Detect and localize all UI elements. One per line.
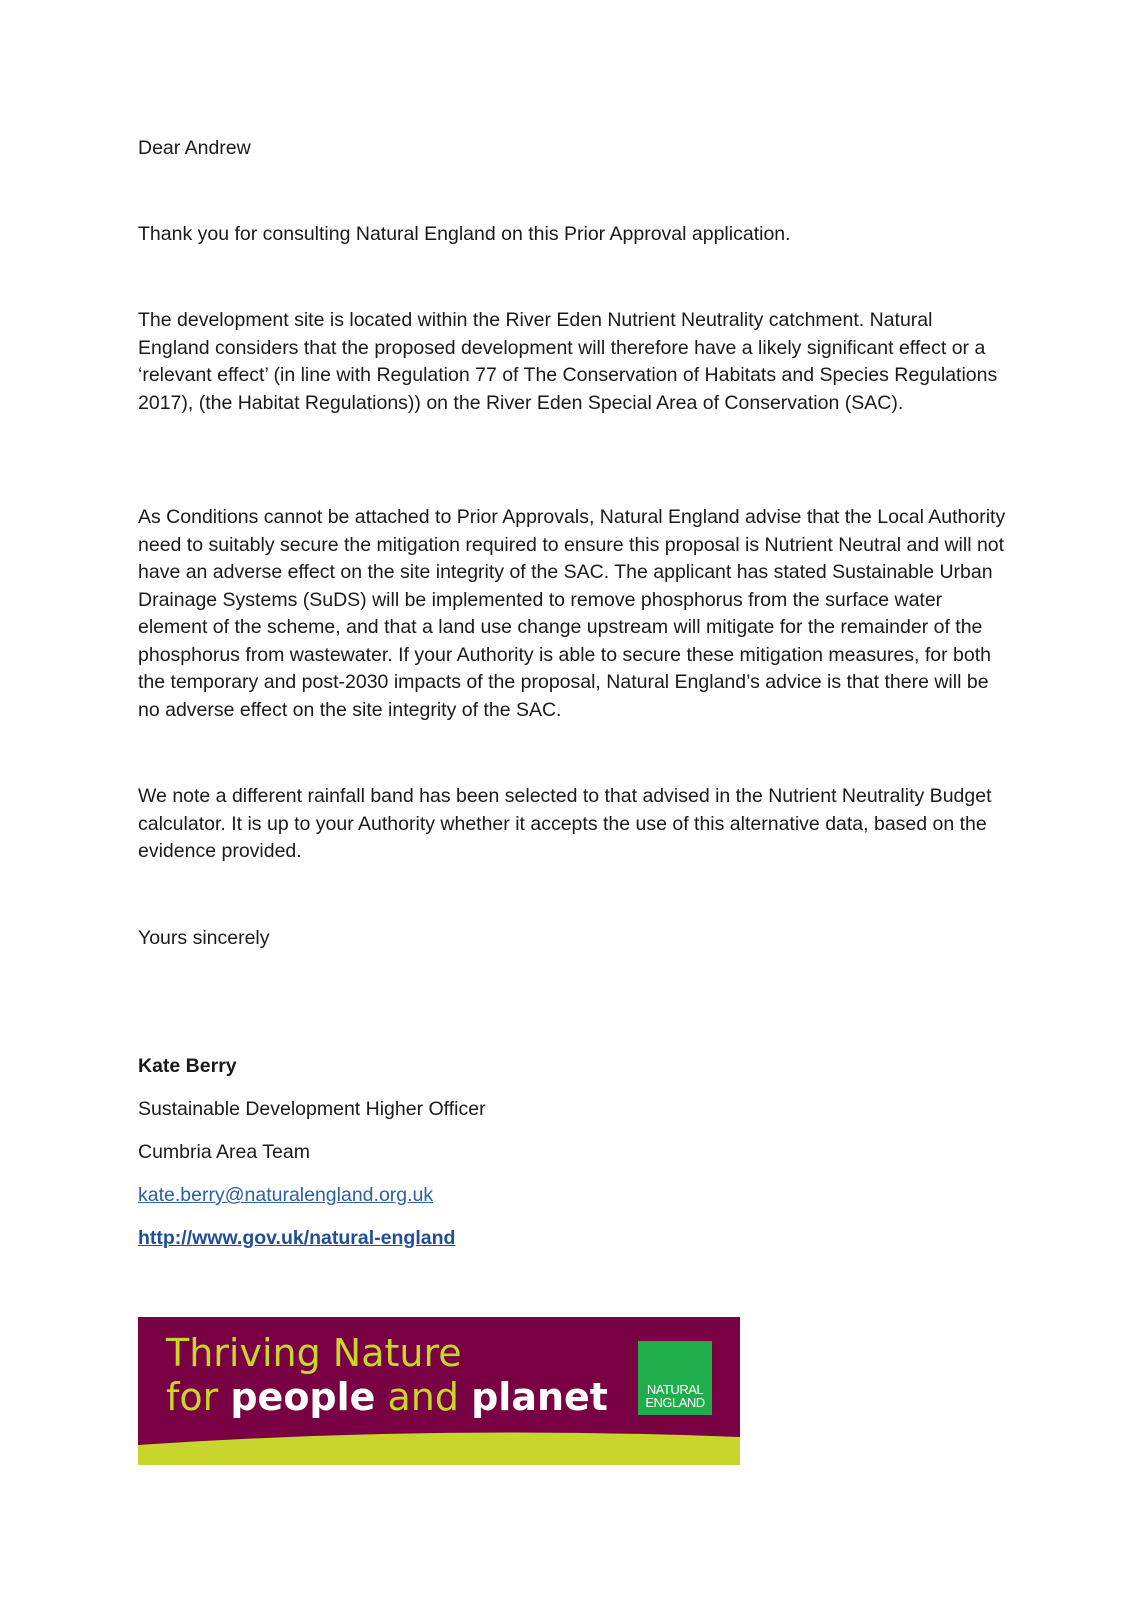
signatory-role: Sustainable Development Higher Officer [138,1098,486,1120]
paragraph-mitigation: As Conditions cannot be attached to Prior Approvals, Natural England advise that the Local Authority need to suitably secure the mitigation required to ensure this proposal is Nutrient Neutral and will not have an adverse effect on the site integrity of the SAC. The applicant has stated Sustainable Urban Drainage Systems (SuDS) will be implemented to remove phosphorus from the surface water element of the scheme, and that a land use change upstream will mitigate for the remainder of the phosphorus from wastewater. If your Authority is able to secure these mitigation measures, for both the temporary and post-2030 impacts of the proposal, Natural England’s advice is that there will be no adverse effect on the site integrity of the SAC. [138,506,1006,721]
natural-england-logo [638,1341,712,1415]
banner-word-and: and [375,1375,472,1419]
banner-tagline-line2 [166,1375,608,1419]
banner-word-planet: planet [471,1375,608,1419]
paragraph-thanks: Thank you for consulting Natural England on this Prior Approval application. [138,223,791,245]
website-line [138,1225,1008,1253]
closing: Yours sincerely [138,927,270,949]
banner-word-for: for [166,1375,231,1419]
email-link[interactable]: kate.berry@naturalengland.org.uk [138,1184,434,1206]
salutation: Dear Andrew [138,137,251,159]
banner-tagline-line1: Thriving Nature [166,1331,462,1375]
logo-line1: NATURAL [646,1382,704,1397]
paragraph-catchment: The development site is located within the River Eden Nutrient Neutrality catchment. Natural England considers that the proposed development will therefore have a likely significant effect or a ‘relevant effect’ (in line with Regulation 77 of The Conservation of Habitats and Species Regulations 2017), (the Habitat Regulations)) on the River Eden Special Area of Conservation (SAC). [138,309,998,414]
signatory-team: Cumbria Area Team [138,1141,310,1163]
logo-line2: ENGLAND [645,1395,705,1410]
paragraph-rainfall: We note a different rainfall band has been selected to that advised in the Nutrient Neutrality Budget calculator. It is up to your Authority whether it accepts the use of this alternative data, based on the evidence provided. [138,785,992,862]
signatory-name: Kate Berry [138,1055,237,1077]
website-link[interactable]: http://www.gov.uk/natural-england [138,1227,456,1249]
banner-word-people: people [230,1375,376,1419]
email-line [138,1182,1008,1210]
natural-england-logo-text [638,1383,712,1409]
natural-england-banner [138,1317,740,1465]
